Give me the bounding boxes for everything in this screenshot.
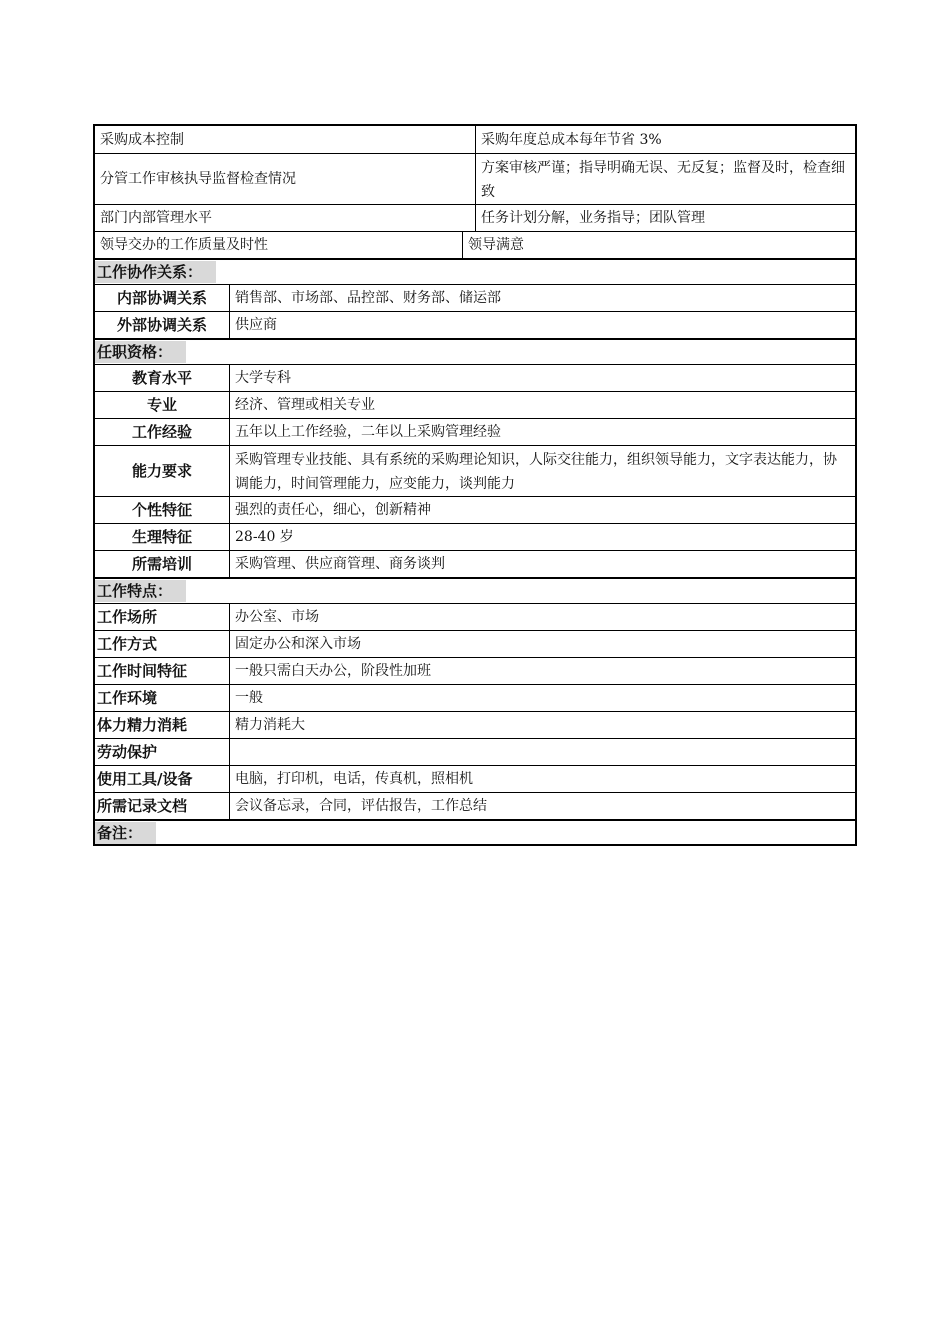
qualification-row [95,550,855,577]
field-label: 专业 [146,396,177,414]
field-label: 体力精力消耗 [97,716,188,734]
field-value: 大学专科 [229,365,855,391]
field-value: 经济、管理或相关专业 [229,392,855,418]
kpi-item: 领导交办的工作质量及时性 [100,237,268,253]
cooperation-row [95,284,855,311]
qualification-row [95,418,855,445]
features-row [95,630,855,657]
kpi-standard: 采购年度总成本每年节省 3% [475,126,855,153]
section-title: 工作协作关系： [95,261,216,283]
qualification-row [95,391,855,418]
kpi-row [95,153,855,204]
field-label: 所需培训 [131,555,192,573]
section-header-qualification [95,338,855,364]
kpi-item: 分管工作审核执导监督检查情况 [100,171,296,187]
field-value: 销售部、市场部、品控部、财务部、储运部 [229,285,855,311]
cooperation-row [95,311,855,338]
field-value: 一般只需白天办公，阶段性加班 [229,658,855,684]
section-header-remarks [95,819,855,844]
field-label: 工作经验 [131,423,192,441]
features-row [95,657,855,684]
qualification-row [95,523,855,550]
field-value: 五年以上工作经验，二年以上采购管理经验 [229,419,855,445]
field-label: 工作环境 [97,689,158,707]
kpi-standard: 领导满意 [462,232,855,258]
features-row [95,711,855,738]
field-value: 精力消耗大 [229,712,855,738]
field-value: 采购管理专业技能、具有系统的采购理论知识，人际交往能力，组织领导能力，文字表达能力，协调能力，时间管理能力，应变能力，谈判能力 [229,446,855,496]
section-header-features [95,577,855,603]
kpi-standard: 任务计划分解，业务指导；团队管理 [475,205,855,231]
kpi-item: 部门内部管理水平 [100,210,212,226]
field-label: 生理特征 [131,528,192,546]
job-description-table [93,124,857,846]
field-label: 外部协调关系 [116,316,207,334]
section-header-cooperation [95,258,855,284]
field-label: 劳动保护 [97,743,158,761]
qualification-row [95,364,855,391]
field-value: 采购管理、供应商管理、商务谈判 [229,551,855,577]
features-row [95,738,855,765]
field-value: 供应商 [229,312,855,338]
section-title: 任职资格： [95,341,186,363]
field-label: 教育水平 [131,369,192,387]
field-label: 工作场所 [97,608,158,626]
field-label: 能力要求 [131,462,192,480]
field-label: 使用工具/设备 [97,770,193,788]
features-row [95,684,855,711]
kpi-standard: 方案审核严谨；指导明确无误、无反复；监督及时，检查细致 [475,154,855,204]
field-value: 一般 [229,685,855,711]
field-label: 个性特征 [131,501,192,519]
field-label: 内部协调关系 [116,289,207,307]
field-label: 所需记录文档 [97,797,188,815]
qualification-row [95,445,855,496]
field-value [229,739,855,765]
kpi-row [95,231,855,258]
kpi-row [95,204,855,231]
field-value: 办公室、市场 [229,604,855,630]
section-title: 工作特点： [95,580,186,602]
field-value: 28-40 岁 [229,524,855,550]
features-row [95,765,855,792]
section-title: 备注： [95,822,156,844]
field-value: 会议备忘录，合同，评估报告，工作总结 [229,793,855,819]
features-row [95,603,855,630]
field-value: 固定办公和深入市场 [229,631,855,657]
qualification-row [95,496,855,523]
features-row [95,792,855,819]
kpi-row [95,126,855,153]
kpi-item: 采购成本控制 [100,131,184,148]
field-value: 强烈的责任心，细心，创新精神 [229,497,855,523]
field-label: 工作方式 [97,635,158,653]
field-value: 电脑，打印机，电话，传真机，照相机 [229,766,855,792]
field-label: 工作时间特征 [97,662,188,680]
